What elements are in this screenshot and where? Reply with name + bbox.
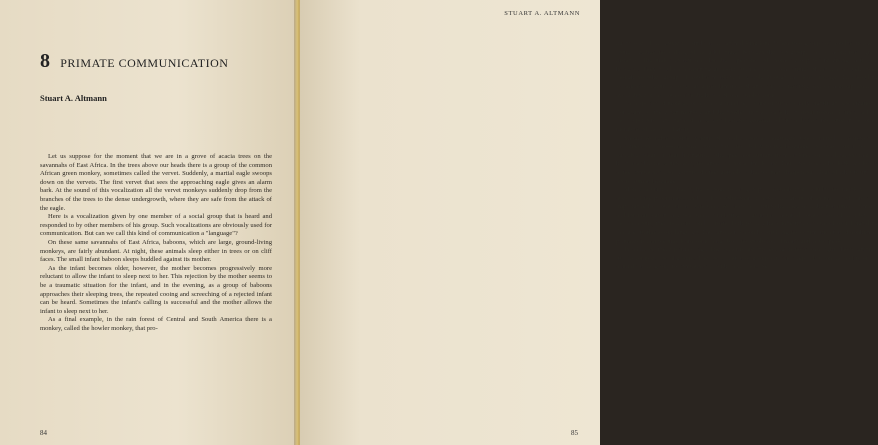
paragraph: As the infant becomes older, however, the mother becomes progressively more reluctant to allow the infant to sleep next to her. This rejection by the mother seems to be a traumatic situation for the infant, and in the evening, as a group of baboons approaches their sleeping trees, the repeated cooing and screeching of a rejected infant can be heard. Sometimes the infant's calling is successful and the mother allows the infant to sleep next to her. — [40, 264, 272, 315]
paragraph: Here is a vocalization given by one member of a social group that is heard and responded to by other members of his group. Such vocalizations are obviously used for communication. But can we call this kind of communication a "language"? — [40, 213, 272, 238]
paragraph: duces one of the loudest sounds in the animal kingdom. When two groups of howler monkeys come together, the calling of the adult males between the two groups can be heard for a great distance. The males do not wait for the appearance of another group before giving their call, however. They howl each morning at about sunrise and at other times of the day as well, even though no other group of howler monkeys is visible through the dense foliage. This howling vocalization seems to serve as a proclamation of an occupied territory and each group tends to avoid those areas from which the howls of other males come. — [616, 40, 878, 99]
page-number-left: 84 — [40, 429, 47, 437]
paragraph: Man is a primate; that is, he belongs to the group of animals that includes the monkeys, the apes, and the prosimians. And so, for evolutionary reasons this group of animals is of particular importance for comparisons with man: we share a common heritage with the nonhuman primates and for that reason they bear many similarities to us in the chemical composition of their bodies, their anatomy, their behavior, and so forth. Perhaps they have inherited systems of social signaling that are similar to our language. Thus another reason for studying the communication of nonhuman primates is that we may learn something about the evolution of man's ability to speak. — [616, 186, 878, 245]
running-head: STUART A. ALTMANN — [504, 10, 580, 17]
paragraph: Let us suppose for the moment that we are in a grove of acacia trees on the savannahs of East Africa. In the trees above our heads there is a group of the common African green monkey, sometimes called the vervet. Suddenly, a martial eagle swoops down on the vervets. The first vervet that sees the approaching eagle gives an alarm bark. At the sound of this vocalization all the vervet monkeys suddenly drop from the branches of the trees to the dense undergrowth, where they are safe from the attack of the eagle. — [40, 153, 272, 212]
paragraph: As a final example, in the rain forest of Central and South America there is a monkey, called the howler monkey, that pro- — [40, 316, 272, 332]
page-number-right: 85 — [571, 429, 578, 437]
chapter-heading — [40, 50, 228, 73]
right-page — [300, 0, 878, 445]
chapter-title: PRIMATE COMMUNICATION — [60, 56, 229, 70]
left-page — [0, 0, 296, 445]
right-body-text — [616, 40, 878, 272]
paragraph: Should we refer to such systems of vocalizations as languages? One's immediate response to this question is no—that only people have the ability to use language, to speak. But if we ask ourselves what it is that distinguishes the speech of humans from the kinds of vocalizations that we have heard in these monkeys, the answer is not a simple one. Thus, one reason for looking closely at the communication systems of other animals is that we may sharpen our ideas of what is unique about human language. — [616, 134, 878, 185]
paragraph: Each species of monkey or ape has a small repertoire of such socially significant vocalizations. For example, the green monkey and the howler monkey each have about twenty distinct calls in their repertoire. And each of these vocalizations generally elicits a distinct response in the other members of the social group. — [616, 100, 878, 133]
paragraph: On these same savannahs of East Africa, baboons, which are large, ground-living monkeys, are fairly abundant. At night, these animals sleep either in trees or on cliff faces. The small infant baboon sleeps huddled against its mother. — [40, 238, 272, 264]
chapter-number: 8 — [40, 50, 50, 72]
author-name: Stuart A. Altmann — [40, 93, 107, 103]
left-body-text — [40, 153, 272, 333]
paragraph: In addition, these primate signaling systems are interesting in their own right. These animals live in complex social groups. The coordination of group activities depends upon the ability of the animals in the group to communicate with each other. We — [616, 246, 878, 271]
